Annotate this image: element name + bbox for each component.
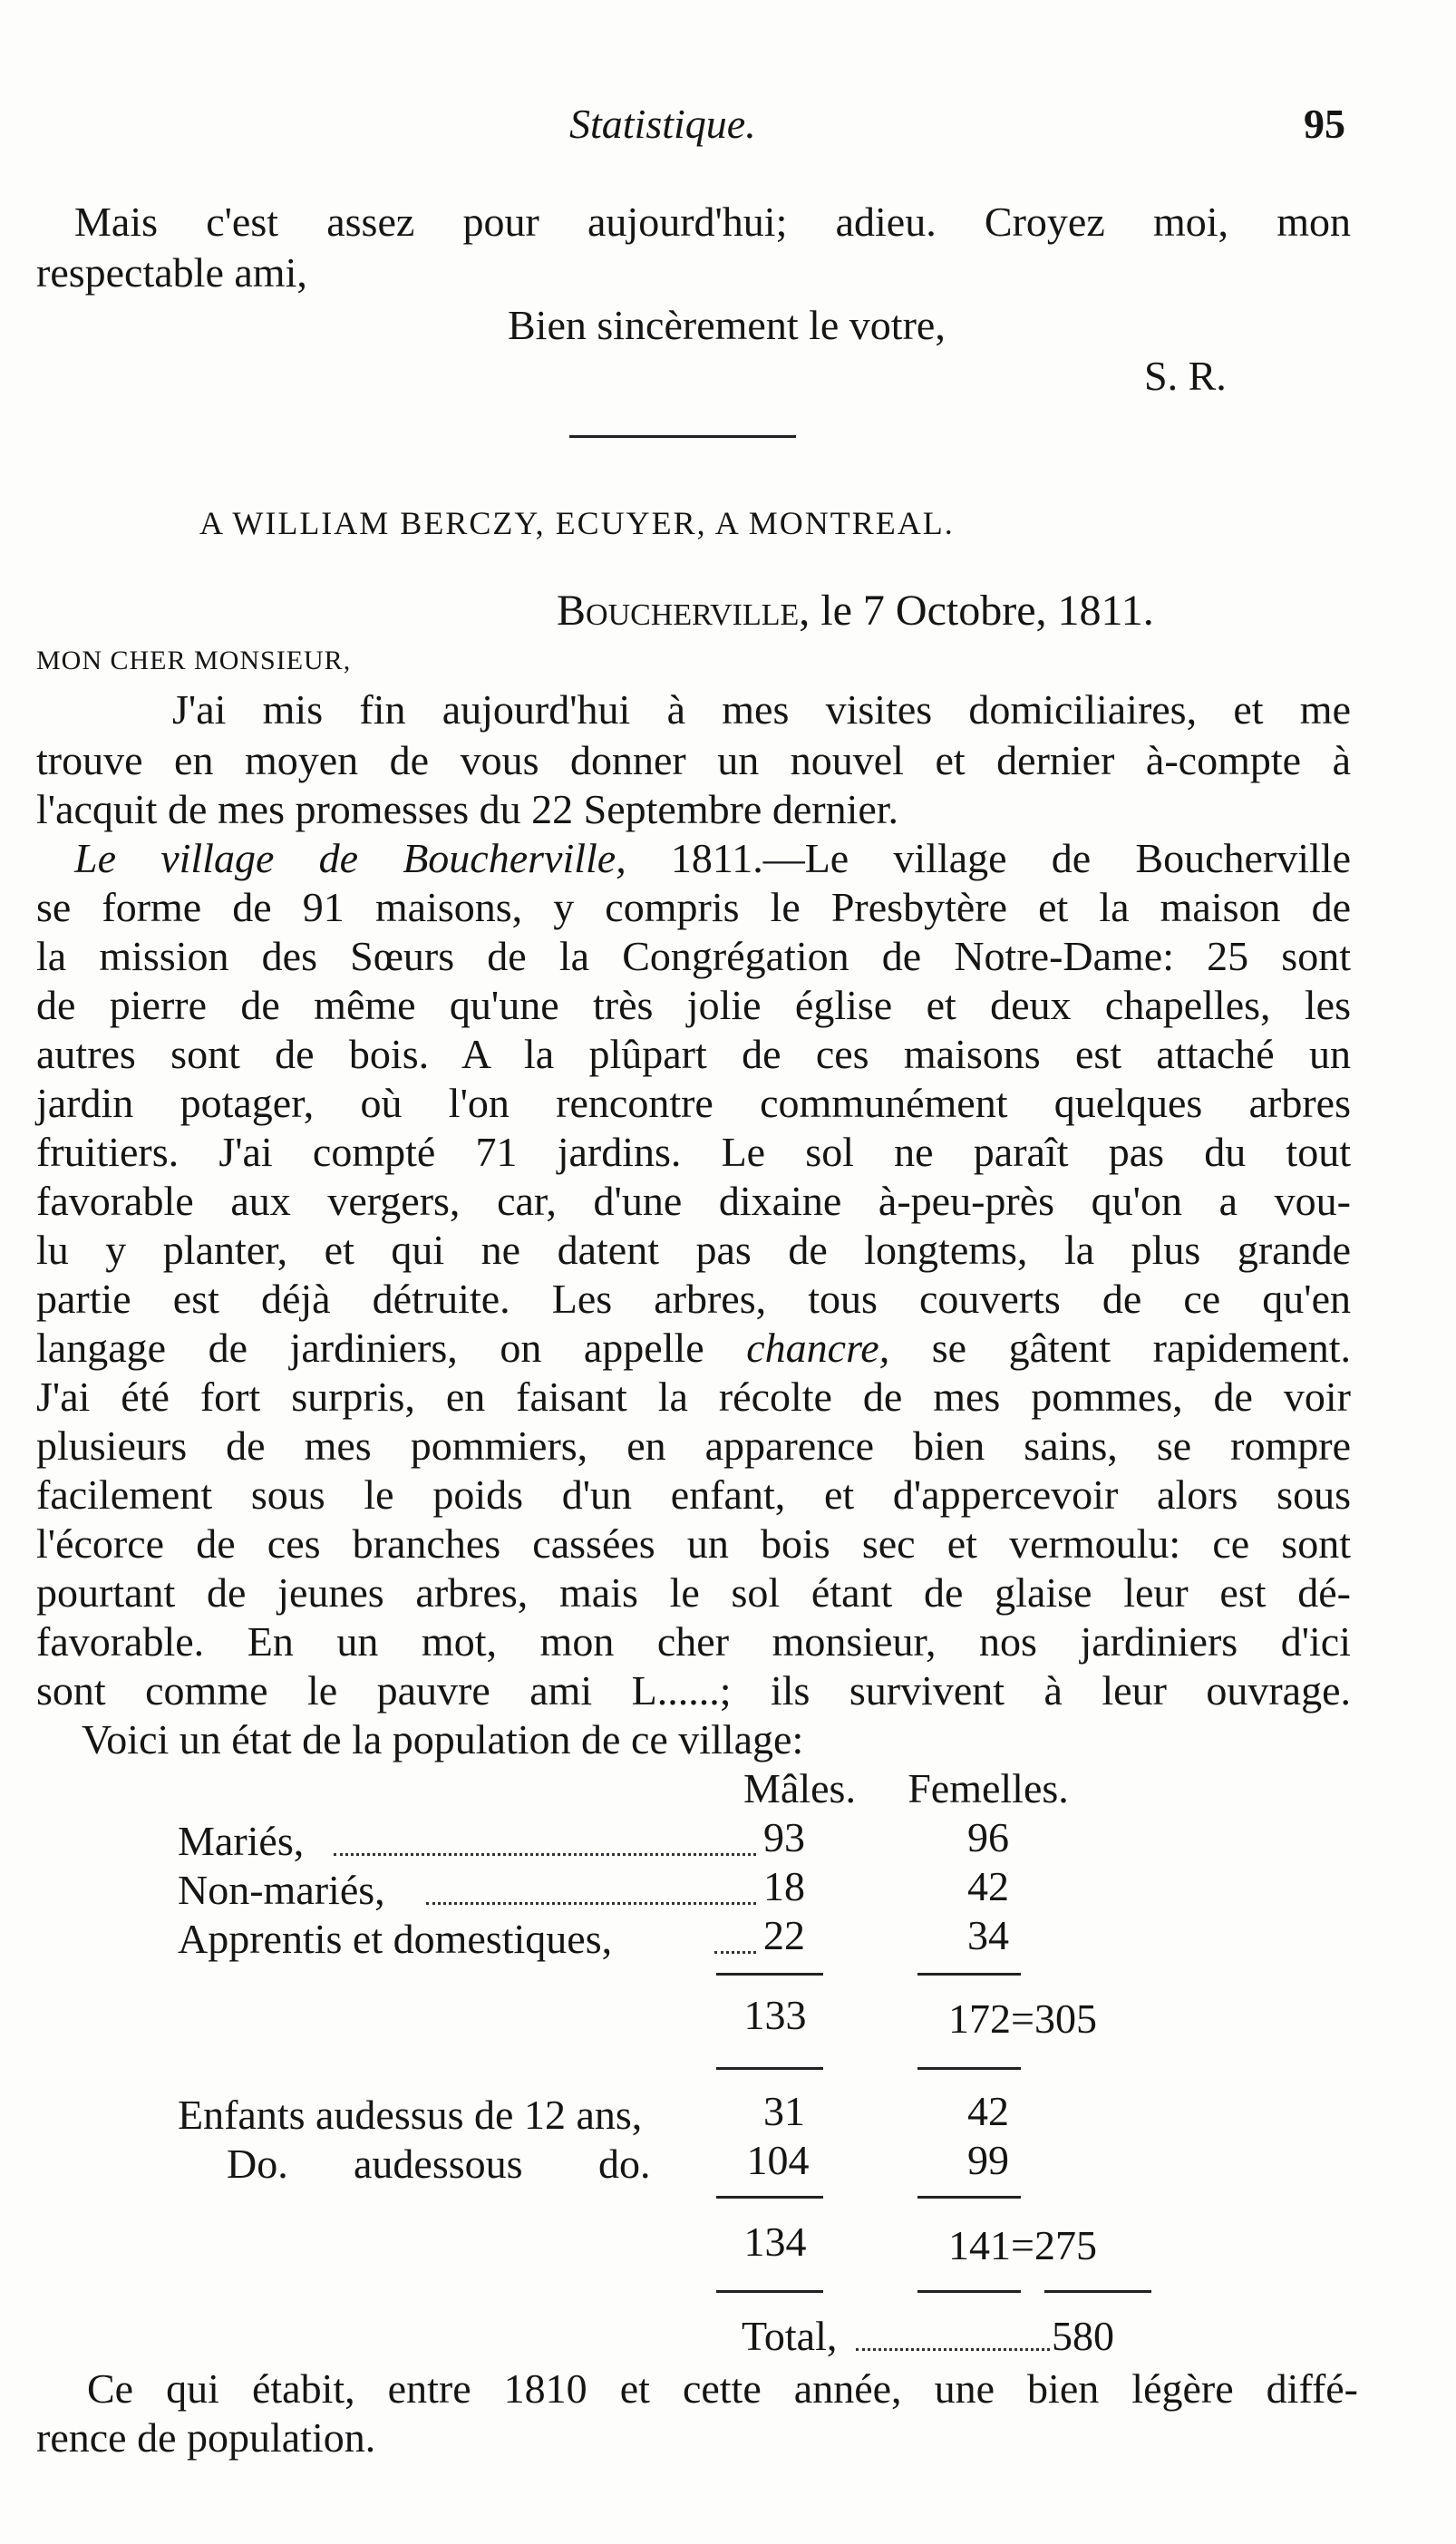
text-line: trouve en moyen de vous donner un nouvel et dernier à-compte à — [36, 737, 1351, 783]
letter-heading: A WILLIAM BERCZY, ECUYER, A MONTREAL. — [199, 505, 955, 541]
row-label: Apprentis et domestiques, — [178, 1916, 613, 1962]
row-label-ditto: do. — [598, 2141, 651, 2187]
female-value: 34 — [967, 1912, 1009, 1958]
text-line: lu y planter, et qui ne datent pas de longtems, la plus grande — [36, 1227, 1351, 1273]
text-line: pourtant de jeunes arbres, mais le sol étant de glaise leur est dé- — [36, 1569, 1351, 1616]
paragraph-lead — [74, 835, 1351, 881]
combined-sum: =275 — [1011, 2222, 1097, 2268]
letter-closing: Bien sincèrement le votre, — [508, 302, 946, 348]
sum-rule — [716, 2290, 823, 2293]
section-divider — [569, 435, 796, 438]
female-value: 42 — [967, 1863, 1009, 1909]
total-label: Total, — [742, 2313, 838, 2359]
text-line: plusieurs de mes pommiers, en apparence bien sains, se rompre — [36, 1423, 1351, 1469]
female-value: 42 — [967, 2088, 1009, 2134]
sum-rule — [716, 1973, 823, 1976]
signature: S. R. — [1144, 353, 1227, 399]
text-line: respectable ami, — [36, 249, 307, 296]
row-label-ditto: audessous — [354, 2141, 523, 2187]
total-value: 580 — [1052, 2313, 1114, 2359]
text-line: se forme de 91 maisons, y compris le Presbytère et la maison de — [36, 884, 1351, 930]
row-label: Enfants audessus de 12 ans, — [178, 2092, 643, 2138]
sum-rule — [917, 2290, 1021, 2293]
village-title: Le village de Boucherville, — [74, 835, 626, 881]
text-line: l'acquit de mes promesses du 22 Septembre dernier. — [36, 786, 899, 832]
sum-rule — [917, 2196, 1021, 2199]
text-line: J'ai été fort surpris, en faisant la récolte de mes pommes, de voir — [36, 1374, 1351, 1420]
sum-rule — [716, 2196, 823, 2199]
text-line: J'ai mis fin aujourd'hui à mes visites domiciliaires, et me — [172, 686, 1351, 733]
female-subtotal-value: 172 — [948, 1995, 1011, 2042]
male-value: 104 — [746, 2137, 810, 2183]
text-line: sont comme le pauvre ami L......; ils survivent à leur ouvrage. — [36, 1667, 1351, 1714]
row-label: Non-mariés, — [178, 1867, 385, 1913]
sum-rule — [917, 2067, 1021, 2070]
text-line: la mission des Sœurs de la Congrégation de Notre-Dame: 25 sont — [36, 933, 1351, 979]
text-line: jardin potager, où l'on rencontre communément quelques arbres — [36, 1080, 1351, 1126]
text-fragment: langage de jardiniers, on appelle — [36, 1325, 747, 1371]
male-subtotal: 133 — [743, 1992, 807, 2038]
male-value: 18 — [763, 1863, 805, 1909]
conclusion-line: Ce qui étabit, entre 1810 et cette année, une bien légère diffé- — [87, 2365, 1358, 2412]
dateline — [557, 586, 1154, 636]
leader-dots — [856, 2348, 1050, 2351]
text-line: l'écorce de ces branches cassées un bois sec et vermoulu: ce sont — [36, 1520, 1351, 1567]
lead-rest: 1811.—Le village de Boucherville — [626, 835, 1351, 881]
leader-dots — [426, 1902, 756, 1905]
male-value: 22 — [763, 1912, 805, 1958]
female-value: 99 — [967, 2137, 1009, 2183]
sum-rule — [917, 1973, 1021, 1976]
text-line: fruitiers. J'ai compté 71 jardins. Le sol ne paraît pas du tout — [36, 1129, 1351, 1175]
sum-rule — [1044, 2290, 1151, 2293]
column-header-female: Femelles. — [908, 1765, 1069, 1811]
table-intro: Voici un état de la population de ce village: — [82, 1716, 804, 1762]
text-line: facilement sous le poids d'un enfant, et d'appercevoir alors sous — [36, 1471, 1351, 1518]
female-subtotal-value: 141 — [948, 2222, 1011, 2268]
text-line: de pierre de même qu'une très jolie église et deux chapelles, les — [36, 982, 1351, 1028]
row-label: Mariés, — [178, 1818, 305, 1864]
column-header-male: Mâles. — [743, 1765, 856, 1811]
text-line-chancre — [36, 1327, 1351, 1369]
text-fragment: se gâtent rapidement. — [889, 1325, 1351, 1371]
salutation: MON CHER MONSIEUR, — [36, 646, 352, 675]
row-label-ditto: Do. — [227, 2141, 288, 2187]
combined-sum: =305 — [1011, 1995, 1097, 2042]
date: le 7 Octobre, 1811. — [820, 587, 1154, 635]
conclusion-line: rence de population. — [36, 2414, 376, 2461]
female-value: 96 — [967, 1814, 1009, 1860]
running-title: Statistique. — [569, 101, 756, 147]
female-subtotal — [948, 2221, 1097, 2269]
place-name: Boucherville, — [557, 587, 811, 635]
text-line: favorable aux vergers, car, d'une dixaine à-peu-près qu'on a vou- — [36, 1178, 1351, 1224]
leader-dots — [334, 1853, 756, 1856]
male-value: 93 — [763, 1814, 805, 1860]
text-line: Mais c'est assez pour aujourd'hui; adieu. Croyez moi, mon — [74, 199, 1351, 245]
male-subtotal: 134 — [743, 2219, 807, 2265]
text-line: favorable. En un mot, mon cher monsieur, nos jardiniers d'ici — [36, 1618, 1351, 1665]
page-number: 95 — [1304, 101, 1345, 147]
sum-rule — [716, 2067, 823, 2070]
text-line: autres sont de bois. A la plûpart de ces maisons est attaché un — [36, 1031, 1351, 1077]
text-line: partie est déjà détruite. Les arbres, tous couverts de ce qu'en — [36, 1276, 1351, 1322]
chancre-term: chancre, — [746, 1325, 890, 1371]
female-subtotal — [948, 1995, 1097, 2043]
male-value: 31 — [763, 2088, 805, 2134]
